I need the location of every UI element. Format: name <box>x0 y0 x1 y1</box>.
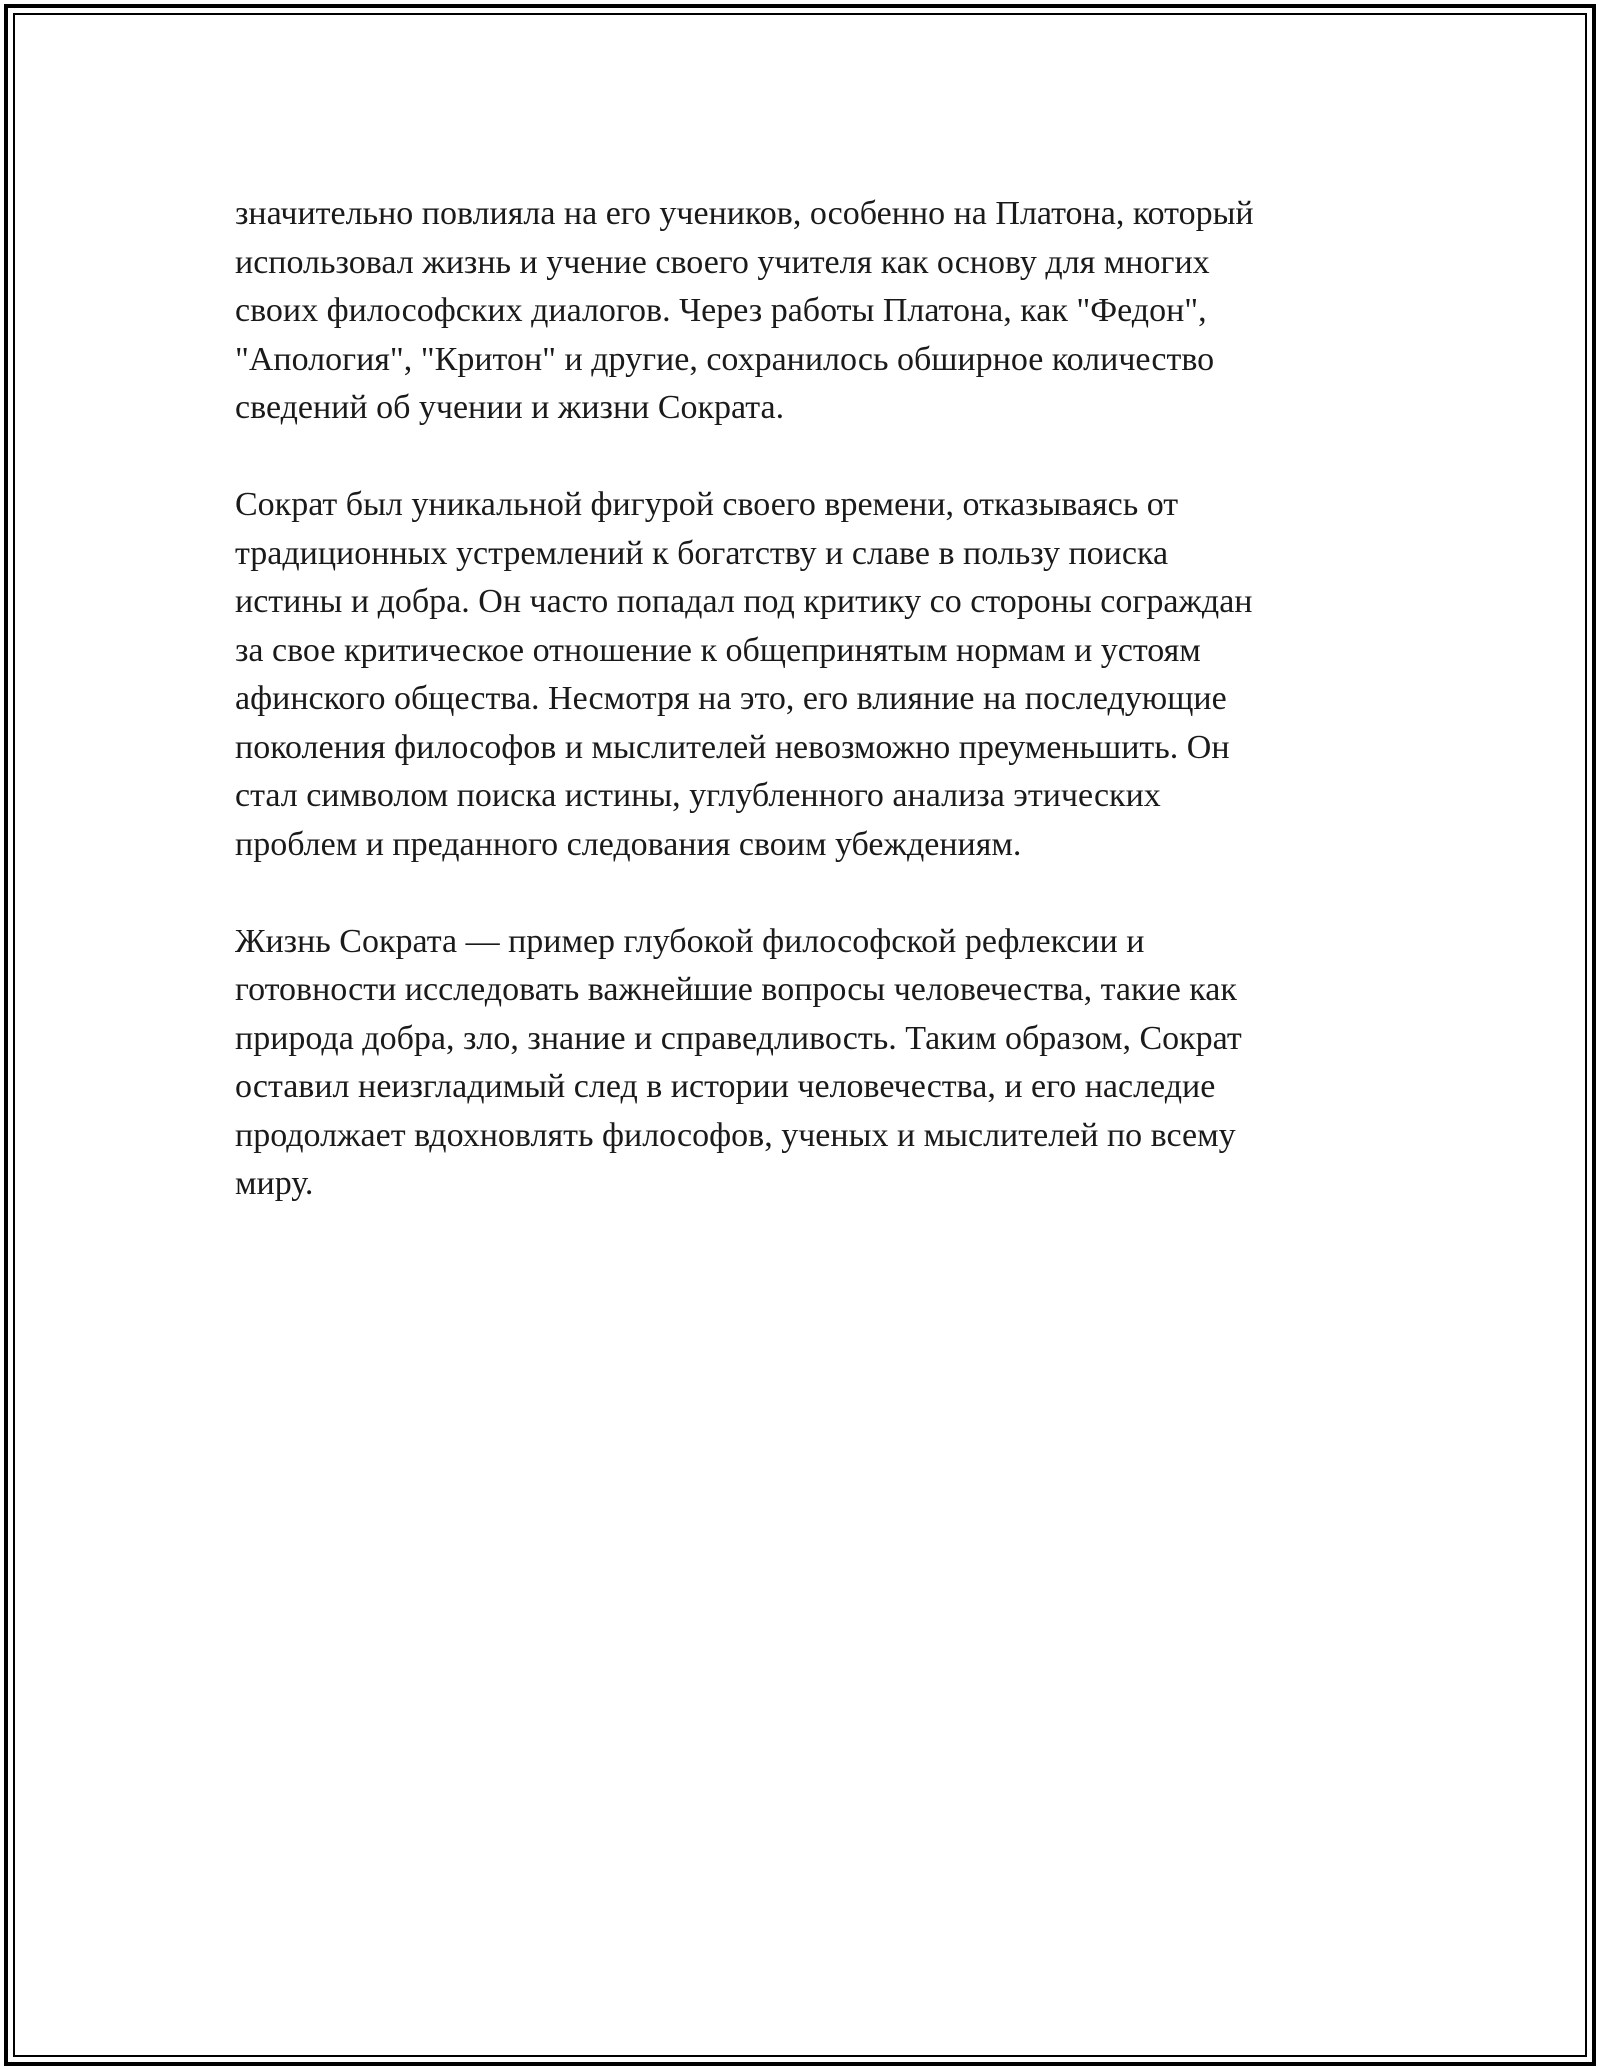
text-line: проблем и преданного следования своим убеждениям. <box>235 825 1022 863</box>
document-body <box>235 190 1375 1257</box>
paragraph-1 <box>235 190 1375 433</box>
text-line: оставил неизгладимый след в истории человечества, и его наследие <box>235 1068 1216 1105</box>
paragraph-2 <box>235 481 1375 869</box>
text-line: продолжает вдохновлять философов, ученых и мыслителей по всему <box>235 1116 1236 1154</box>
text-line: традиционных устремлений к богатству и славе в пользу поиска <box>235 534 1169 572</box>
text-line: значительно повлияла на его учеников, особенно на Платона, который <box>235 195 1254 232</box>
text-line: Жизнь Сократа — пример глубокой философской рефлексии и <box>235 922 1145 960</box>
text-line: стал символом поиска истины, углубленного анализа этических <box>235 777 1161 814</box>
text-line: за свое критическое отношение к общепринятым нормам и устоям <box>235 631 1201 669</box>
text-line: использовал жизнь и учение своего учителя как основу для многих <box>235 243 1210 281</box>
text-line: готовности исследовать важнейшие вопросы человечества, такие как <box>235 971 1237 1008</box>
paragraph-3 <box>235 918 1375 1209</box>
text-line: природа добра, зло, знание и справедливость. Таким образом, Сократ <box>235 1019 1242 1057</box>
text-line: поколения философов и мыслителей невозможно преуменьшить. Он <box>235 728 1230 766</box>
text-line: миру. <box>235 1165 314 1202</box>
text-line: истины и добра. Он часто попадал под критику со стороны сограждан <box>235 583 1253 620</box>
text-line: Сократ был уникальной фигурой своего времени, отказываясь от <box>235 486 1179 523</box>
text-line: сведений об учении и жизни Сократа. <box>235 389 785 426</box>
text-line: "Апология", "Критон" и другие, сохранилось обширное количество <box>235 340 1215 378</box>
text-line: афинского общества. Несмотря на это, его влияние на последующие <box>235 680 1227 717</box>
text-line: своих философских диалогов. Через работы Платона, как "Федон", <box>235 292 1207 329</box>
